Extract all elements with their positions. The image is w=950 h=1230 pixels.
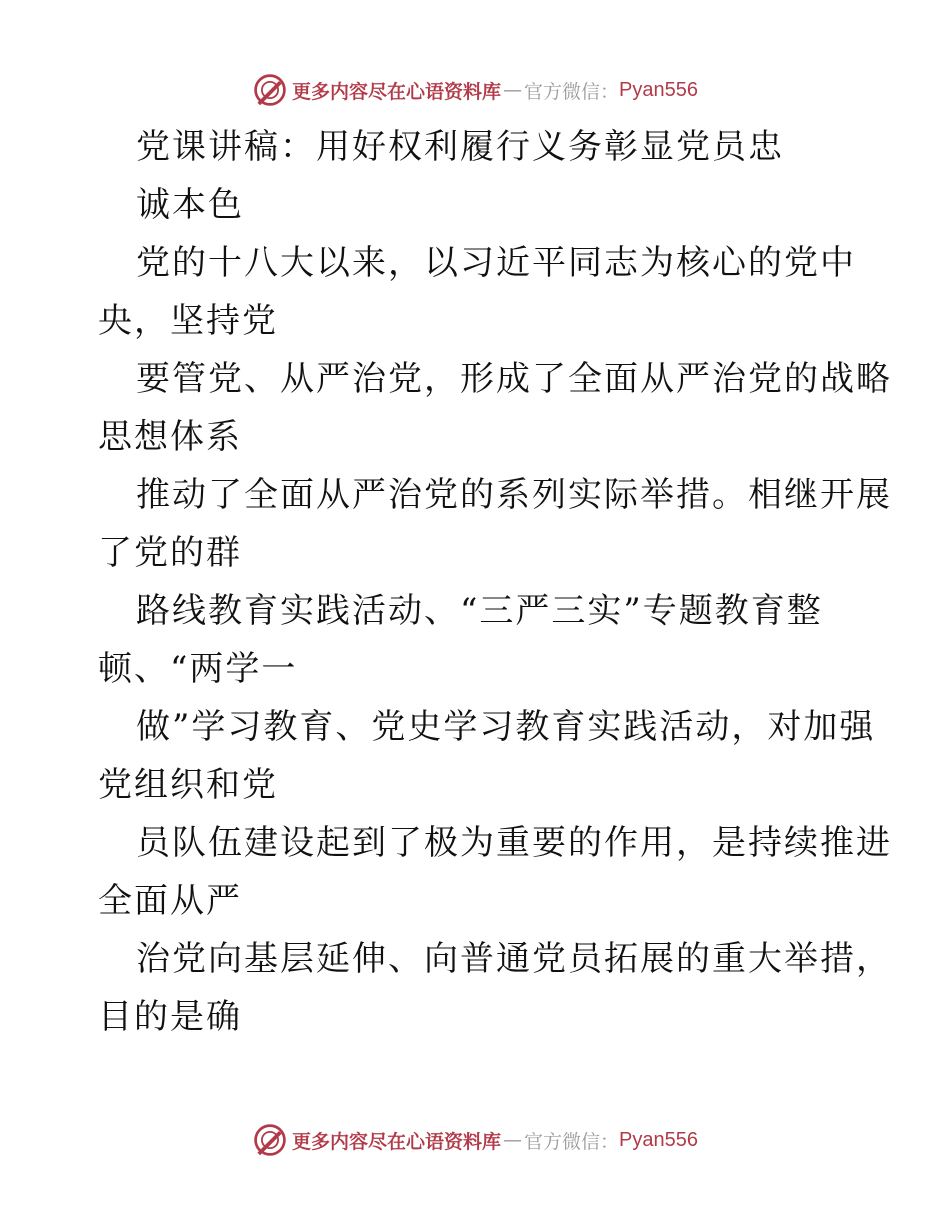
header-banner — [0, 70, 950, 110]
banner-wechat-id: Pyan556 — [619, 1128, 698, 1151]
paragraph-line: 目的是确 — [98, 997, 242, 1037]
banner-wechat-id: Pyan556 — [619, 78, 698, 101]
document-title-line-2: 诚本色 — [136, 185, 244, 225]
paragraph-line: 顿、“两学一 — [98, 649, 298, 689]
paragraph-line: 员队伍建设起到了极为重要的作用，是持续推进 — [136, 823, 892, 863]
logo-icon — [252, 72, 288, 108]
document-title-line-1: 党课讲稿：用好权利履行义务彰显党员忠 — [136, 127, 784, 167]
paragraph-line: 推动了全面从严治党的系列实际举措。相继开展 — [136, 475, 892, 515]
paragraph-line: 党组织和党 — [98, 765, 278, 805]
paragraph-line: 路线教育实践活动、“三严三实”专题教育整 — [136, 591, 823, 631]
banner-dash: — — [503, 79, 523, 101]
footer-banner — [0, 1120, 950, 1160]
banner-text: 更多内容尽在心语资料库 — [292, 1130, 502, 1153]
paragraph-line: 要管党、从严治党，形成了全面从严治党的战略 — [136, 359, 892, 399]
logo-icon — [252, 1122, 288, 1158]
paragraph-line: 了党的群 — [98, 533, 242, 573]
paragraph-line: 党的十八大以来，以习近平同志为核心的党中 — [136, 243, 856, 283]
banner-text: 更多内容尽在心语资料库 — [292, 80, 502, 103]
banner-wechat-label: 官方微信： — [524, 1130, 620, 1153]
paragraph-line: 治党向基层延伸、向普通党员拓展的重大举措， — [136, 939, 892, 979]
paragraph-line: 全面从严 — [98, 881, 242, 921]
banner-wechat-label: 官方微信： — [524, 80, 620, 103]
paragraph-line: 做”学习教育、党史学习教育实践活动，对加强 — [136, 707, 876, 747]
paragraph-line: 央，坚持党 — [98, 301, 278, 341]
document-body — [98, 118, 892, 1046]
paragraph-line: 思想体系 — [98, 417, 242, 457]
banner-dash: — — [503, 1129, 523, 1151]
